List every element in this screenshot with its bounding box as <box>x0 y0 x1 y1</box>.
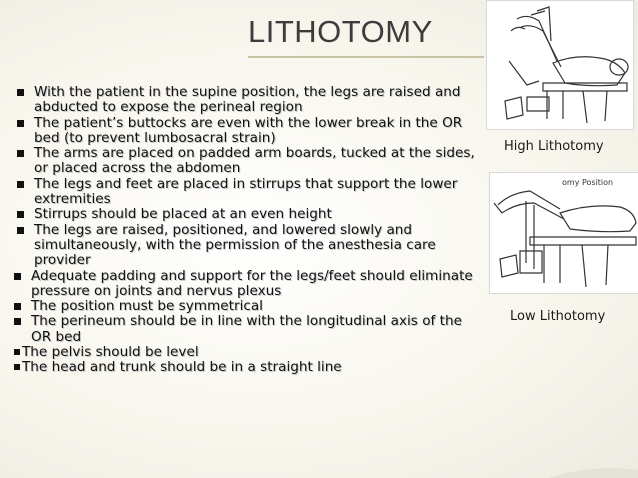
bullet-item: The pelvis should be level <box>14 345 482 360</box>
square-bullet-icon <box>14 349 20 355</box>
high-lithotomy-image <box>486 0 634 130</box>
bullet-item: With the patient in the supine position, the legs are raised and abducted to expose the perineal region <box>14 85 482 116</box>
square-bullet-icon <box>17 181 24 188</box>
bullet-item: The perineum should be in line with the longitudinal axis of the OR bed <box>14 314 482 345</box>
square-bullet-icon <box>14 273 21 280</box>
square-bullet-icon <box>14 303 21 310</box>
high-lithotomy-caption: High Lithotomy <box>504 139 604 154</box>
bullet-item: The arms are placed on padded arm boards, tucked at the sides, or placed across the abdomen <box>14 146 482 177</box>
bullet-item: The patient’s buttocks are even with the lower break in the OR bed (to prevent lumbosacral strain) <box>14 116 482 147</box>
low-lithotomy-drawing <box>490 173 638 293</box>
square-bullet-icon <box>17 211 24 218</box>
high-lithotomy-drawing <box>487 1 633 129</box>
low-lithotomy-image <box>489 172 638 294</box>
square-bullet-icon <box>17 89 24 96</box>
square-bullet-icon <box>14 364 20 370</box>
slide-title: LITHOTOMY <box>248 14 433 49</box>
bullet-item: Stirrups should be placed at an even height <box>14 207 482 222</box>
title-underline <box>248 56 484 58</box>
bullet-item: The legs are raised, positioned, and lowered slowly and simultaneously, with the permission of the anesthesia care provider <box>14 223 482 269</box>
square-bullet-icon <box>17 150 24 157</box>
corner-decoration <box>548 460 638 478</box>
square-bullet-icon <box>14 318 21 325</box>
low-lithotomy-caption: Low Lithotomy <box>510 309 606 324</box>
bullet-item: The head and trunk should be in a straight line <box>14 360 482 375</box>
bullet-item: The position must be symmetrical <box>14 299 482 314</box>
bullet-list <box>14 85 482 376</box>
square-bullet-icon <box>17 120 24 127</box>
bullet-item: Adequate padding and support for the legs/feet should eliminate pressure on joints and nervus plexus <box>14 269 482 300</box>
low-lithotomy-image-label: omy Position <box>562 178 614 187</box>
bullet-item: The legs and feet are placed in stirrups that support the lower extremities <box>14 177 482 208</box>
square-bullet-icon <box>17 227 24 234</box>
